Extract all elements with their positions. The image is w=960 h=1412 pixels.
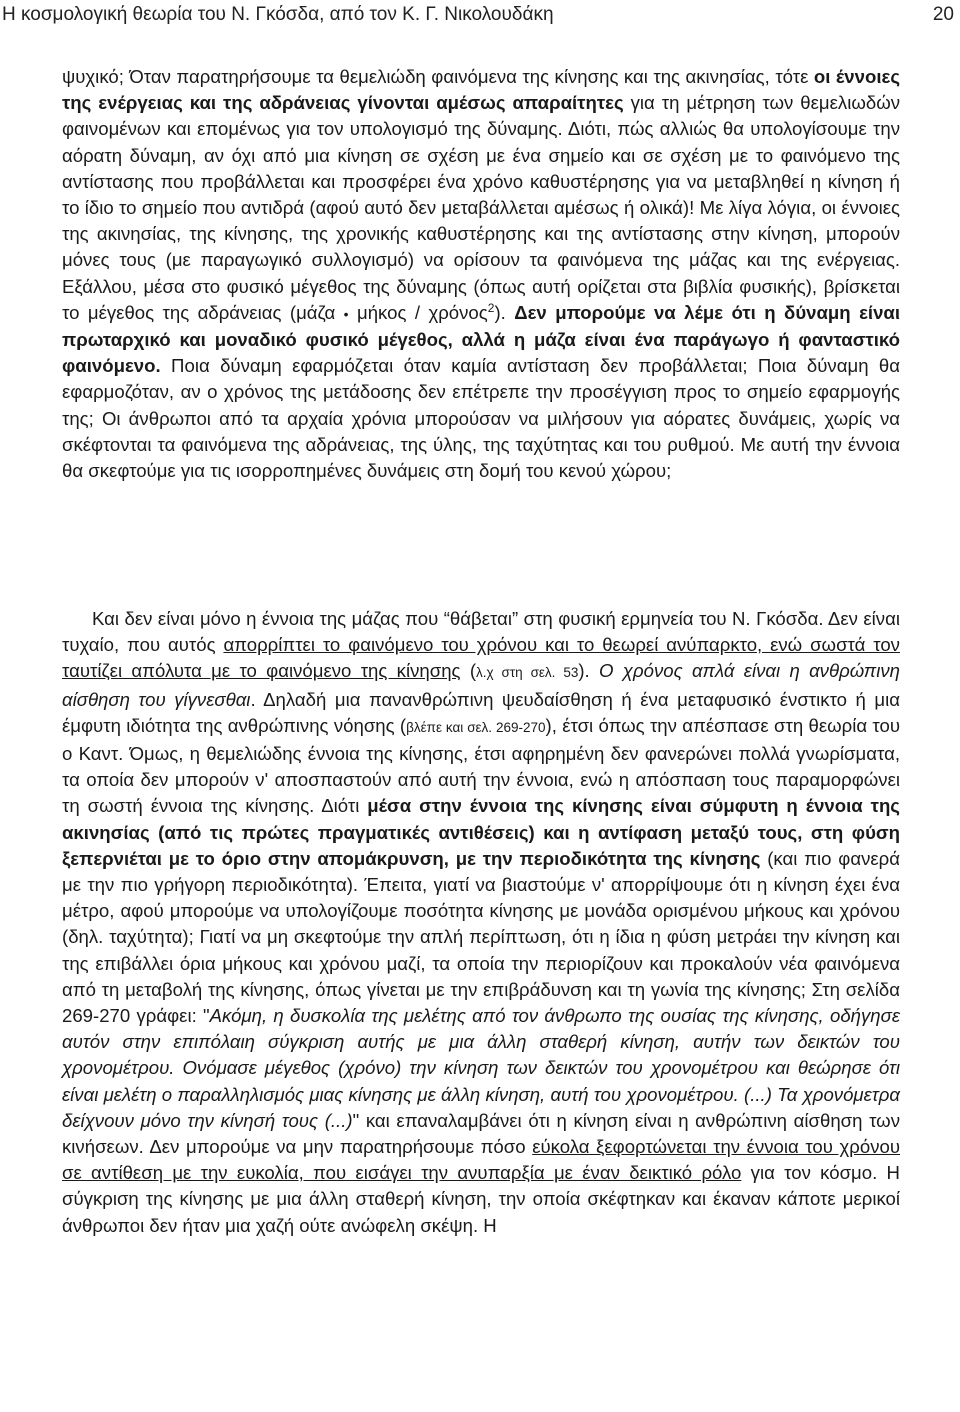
- text-run: (: [460, 660, 477, 682]
- text-run: για τον κόσμο. Η σύγκριση της κίνησης με μια άλλη σταθερή κίνηση, την οποία σκέφτηκαν και έκαναν κάποτε μερικοί άνθρωποι δεν ήταν μια χαζή ούτε ανώφελη σκέψη. Η: [62, 1162, 900, 1236]
- text-run: μήκος / χρόνος: [348, 301, 488, 323]
- quoted-italic-text: Ακόμη, η δυσκολία της μελέτης από τον άνθρωπο της ουσίας της κίνησης, οδήγησε αυτόν στην επιπόλαιη σύγκριση αυτής με μια άλλη σταθερή κίνηση, αυτήν των δεικτών του χρονομέτρου. Ονόμασε μέγεθος (χρόνο) την κίνηση των δεικτών του χρονομέτρου και θεώρησε ότι είναι μελέτη ο παραλληλισμός μιας κίνησης με άλλη κίνηση, αυτή του χρονομέτρου. (...) Τα χρονόμετρα δείχνουν μόνο την κίνησή τους (...): [62, 1005, 900, 1131]
- text-run: ).: [578, 660, 600, 682]
- superscript: 2: [487, 300, 495, 315]
- text-run: " και επαναλαμβάνει ότι η κίνηση είναι η ανθρώπινη αίσθηση των κινήσεων. Δεν μπορούμε να μην παρατηρήσουμε πόσο: [62, 1109, 900, 1158]
- paragraph-2: [62, 606, 900, 1239]
- bold-statement: Δεν μπορούμε να λέμε ότι η δύναμη είναι πρωταρχικό και μοναδικό φυσικό μέγεθος, αλλά η μάζα είναι ένα παράγωγο ή φανταστικό φαινόμενο.: [62, 301, 901, 377]
- page-reference: βλέπε και σελ. 269-270: [406, 719, 546, 735]
- page-header: [0, 0, 960, 34]
- text-run: για τη μέτρηση των θεμελιωδών φαινομένων και επομένως για τον υπολογισμό της δύναμης. Διότι, πώς αλλιώς θα υπολογίσουμε την αόρατη δύναμη, αν όχι από μια κίνηση σε σχέση με ένα σημείο και σε σχέση με το φαινόμενο της αντίστασης που προβάλλεται και προσφέρει ένα χρόνο καθυστέρησης για να μεταβληθεί η κίνηση ή το ίδιο το σημείο που αντιδρά (αφού αυτό δεν μεταβάλλεται αμέσως ή ολικά)! Με λίγα λόγια, οι έννοιες της ακινησίας, της κίνησης, της χρονικής καθυστέρησης και της αντίστασης στην κίνηση, μπορούν μόνες τους (με παραγωγικό συλλογισμό) να ορίσουν τα φαινόμενα της μάζας και της ενέργειας. Εξάλλου, μέσα στο φυσικό μέγεθος της δύναμης (όπως αυτή ορίζεται στα βιβλία φυσικής), βρίσκεται το μέγεθος της αδράνειας (μάζα: [62, 92, 901, 323]
- bold-text: οι έννοιες της ενέργειας και της αδράνειας γίνονται αμέσως απαραίτητες: [62, 66, 900, 114]
- italic-text: Ο χρόνος απλά είναι η ανθρώπινη αίσθηση του γίγνεσθαι: [62, 660, 900, 710]
- text-run: (και πιο φανερά με την πιο γρήγορη περιοδικότητα). Έπειτα, γιατί να βιαστούμε ν' απορρίψουμε ότι η κίνηση έχει ένα μέτρο, αφού μπορούμε να υπολογίζουμε ποσότητα κίνησης με μονάδα ορισμένου μήκους και χρόνου (δηλ. ταχύτητα); Γιατί να μη σκεφτούμε την απλή περίπτωση, ότι η ίδια η φύση μετράει την κίνηση και της επιβάλλει όρια μήκους και χρόνου μαζί, τα οποία την περιορίζουν και προκαλούν νέα φαινόμενα από τη μεταβολή της κίνησης, όπως γίνεται με την επιβράδυνση και τη γωνία της κίνησης; Στη σελίδα 269-270 γράφει: ": [62, 847, 900, 1027]
- page-reference: λ.χ στη σελ. 53: [476, 665, 579, 681]
- running-title: Η κοσμολογική θεωρία του Ν. Γκόσδα, από τον Κ. Γ. Νικολουδάκη: [2, 4, 554, 25]
- text-run: Και δεν είναι μόνο η έννοια της μάζας που “θάβεται” στη φυσική ερμηνεία του Ν. Γκόσδα. Δεν είναι τυχαίο, που αυτός: [62, 608, 900, 656]
- page-number: 20: [932, 4, 954, 25]
- text-run: ψυχικό; Όταν παρατηρήσουμε τα θεμελιώδη φαινόμενα της κίνησης και της ακινησίας, τότε: [62, 66, 814, 87]
- bullet-symbol: •: [343, 305, 349, 322]
- text-run: ).: [494, 301, 515, 323]
- paragraph-1: [62, 64, 900, 484]
- text-run: ), έτσι όπως την απέσπασε στη θεωρία του ο Καντ. Όμως, η θεμελιώδης έννοια της κίνησης, έτσι αφηρημένη δεν φανερώνει πολλά γνωρίσματα, τα οποία δεν μπορούν ν' αποσπαστούν από αυτή την έννοια, ενώ η απόσπαση τους παραμορφώνει τη σωστή έννοια της κίνησης. Διότι: [62, 714, 901, 817]
- text-run: Ποια δύναμη εφαρμόζεται όταν καμία αντίσταση δεν προβάλλεται; Ποια δύναμη θα εφαρμοζόταν, αν ο χρόνος της μετάδοσης δεν επέτρεπε την προσέγγιση προς το σημείο εφαρμογής της; Οι άνθρωποι από τα αρχαία χρόνια μπορούσαν να μιλήσουν για αόρατες δυνάμεις, χωρίς να σκέφτονται τα φαινόμενα της αδράνειας, της ύλης, της ταχύτητας και του ρυθμού. Με αυτή την έννοια θα σκεφτούμε για τις ισορροπημένες δυνάμεις στη δομή του κενού χώρου;: [62, 355, 900, 482]
- underlined-text: εύκολα ξεφορτώνεται την έννοια του χρόνου σε αντίθεση με την ευκολία, που εισάγει την ανυπαρξία με έναν δεικτικό ρόλο: [62, 1136, 901, 1184]
- underlined-text: απορρίπτει το φαινόμενο του χρόνου και το θεωρεί ανύπαρκτο, ενώ σωστά τον ταυτίζει απόλυτα με το φαινόμενο της κίνησης: [62, 634, 900, 682]
- bold-statement: μέσα στην έννοια της κίνησης είναι σύμφυτη η έννοια της ακινησίας (από τις πρώτες πραγματικές αντιθέσεις) και η αντίφαση μεταξύ τους, στη φύση ξεπερνιέται με το όριο στην απομάκρυνση, με την περιοδικότητα της κίνησης: [62, 795, 900, 869]
- text-run: . Δηλαδή μια πανανθρώπινη ψευδαίσθηση ή ένα μεταφυσικό ένστικτο ή μια έμφυτη ιδιότητα της ανθρώπινης νόησης (: [62, 688, 900, 736]
